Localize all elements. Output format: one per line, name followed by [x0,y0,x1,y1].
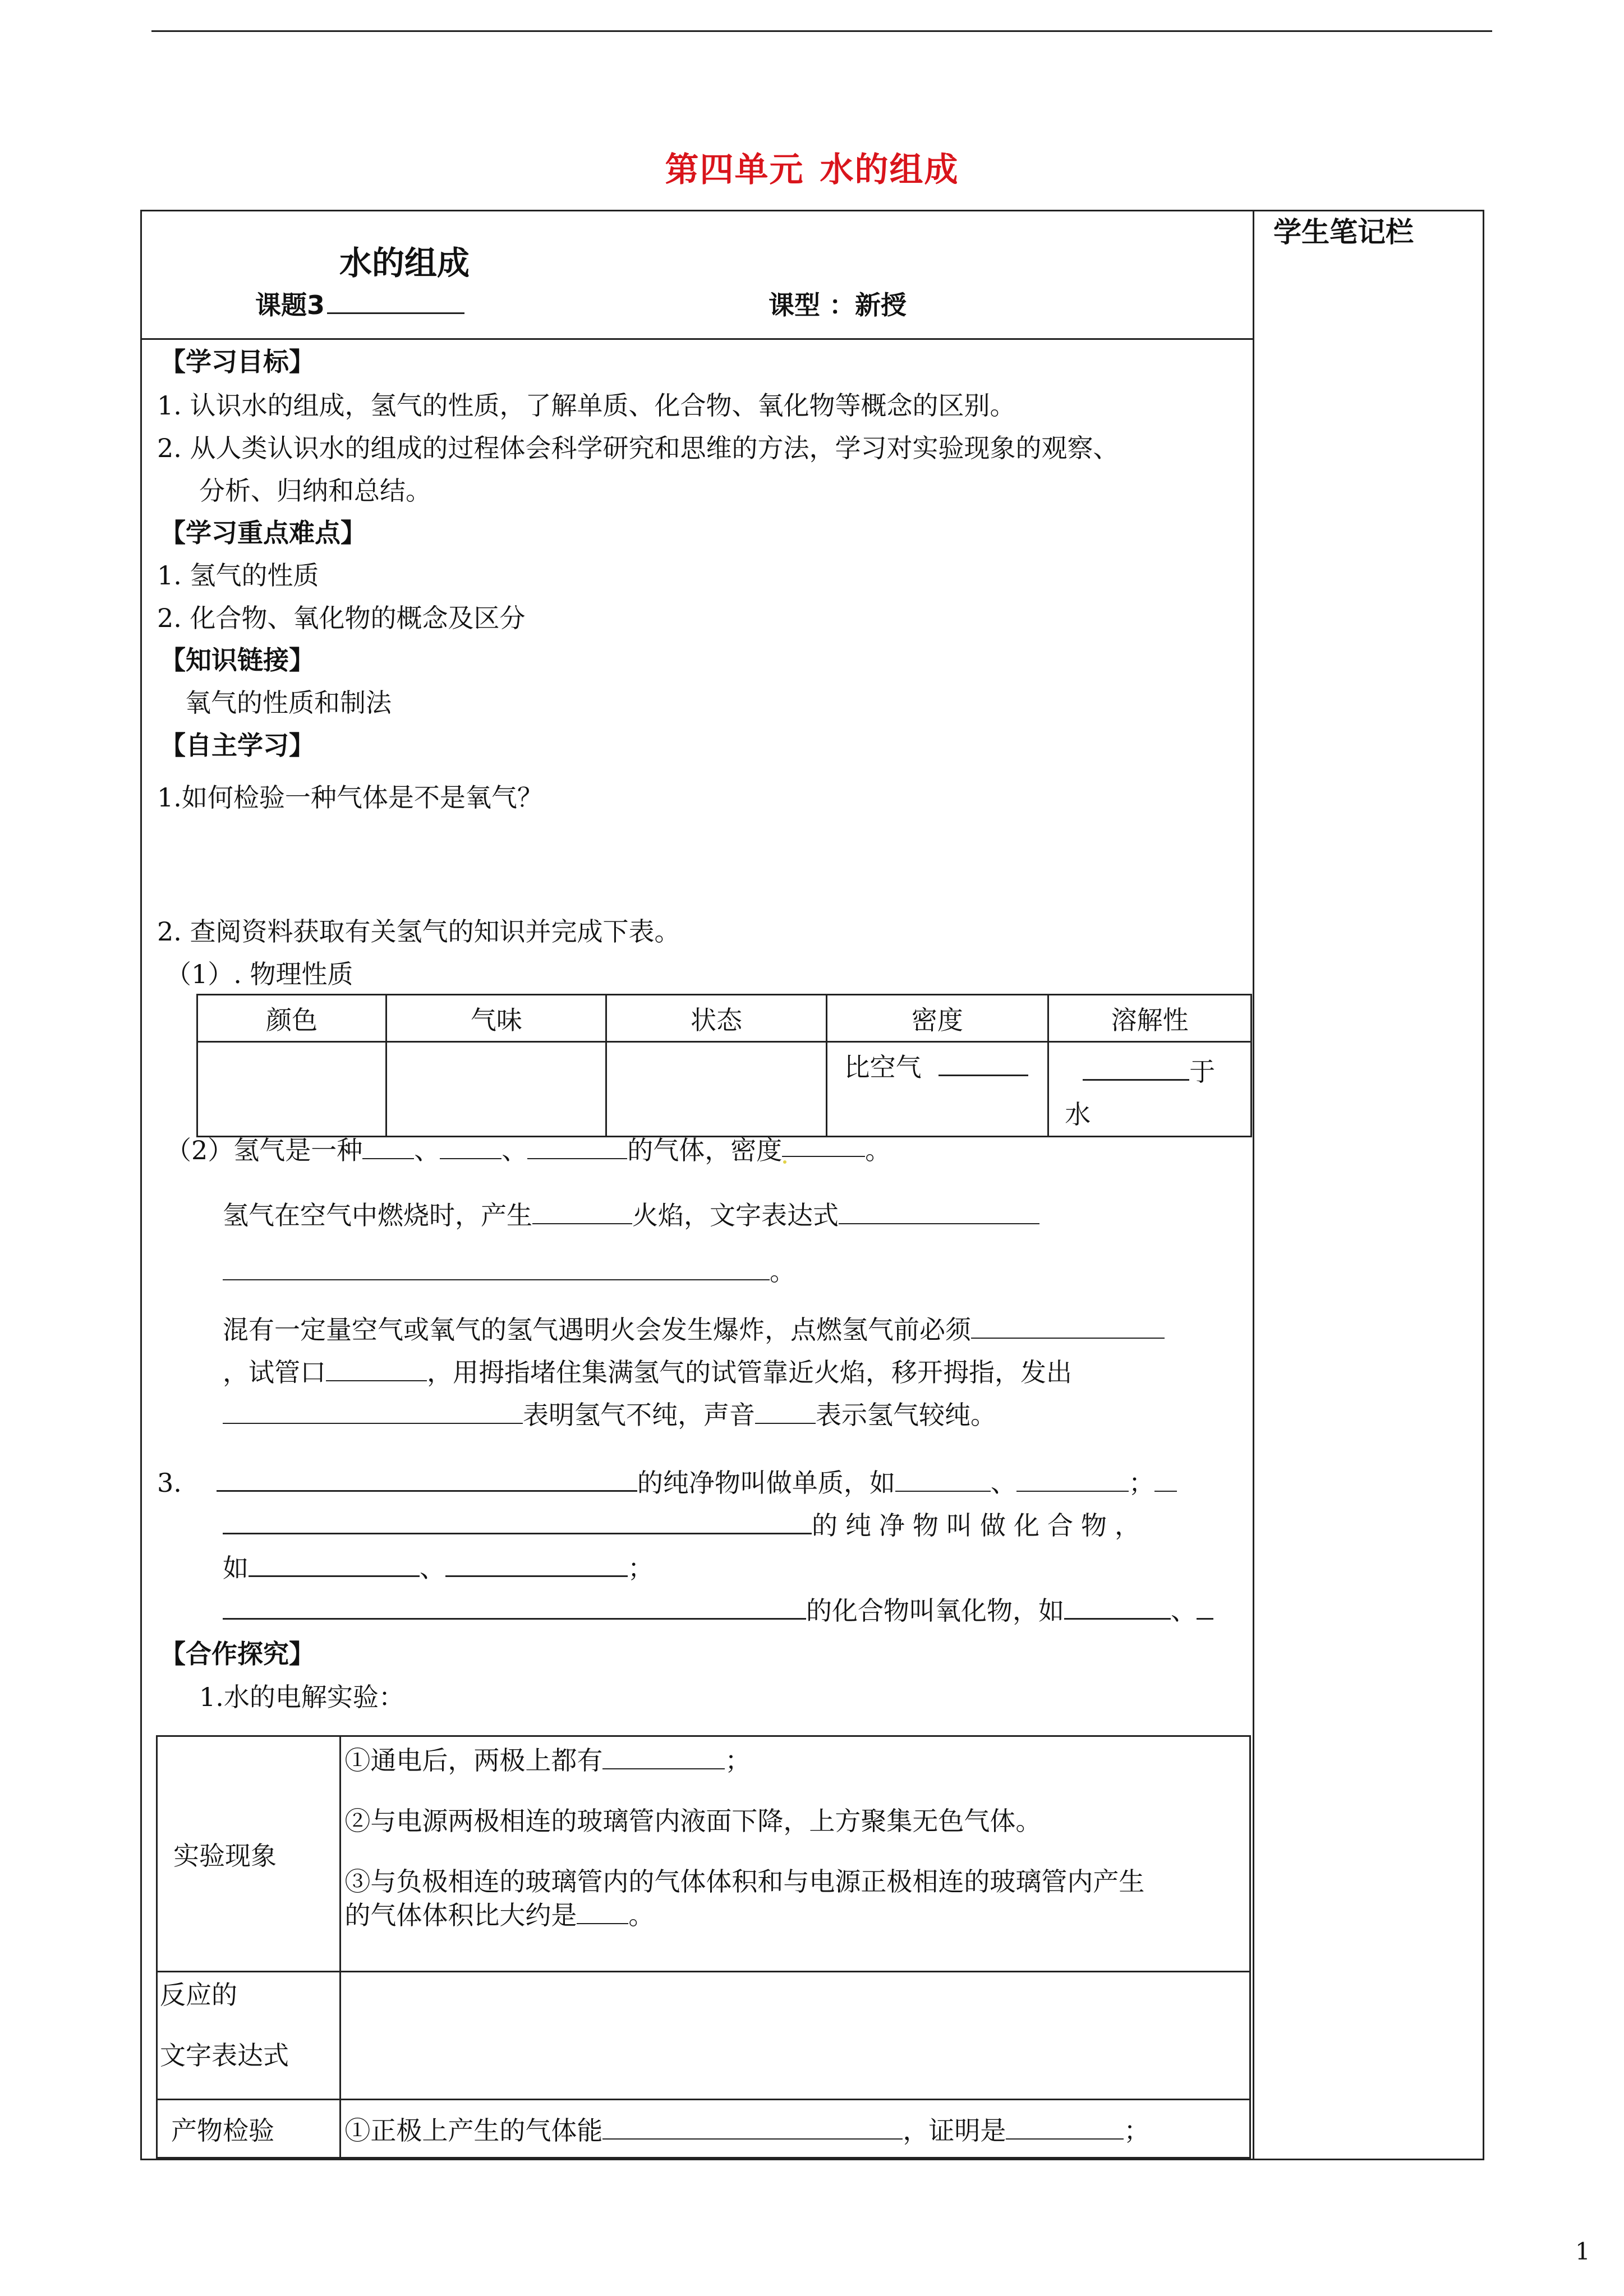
color-cell [197,1042,387,1137]
state-cell [606,1042,826,1137]
solubility-cell: 于 水 [1048,1042,1252,1137]
density-cell: 比空气 [826,1042,1048,1137]
page-title [0,143,1624,191]
header-rule [151,30,1492,32]
objective-item: 2. 从人类认识水的组成的过程体会科学研究和思维的方法，学习对实验现象的观察、 [157,433,1119,463]
links-heading: 【知识链接】 [160,645,315,675]
title-unit: 第四单元 [665,150,804,190]
question-3-line4: 的化合物叫氧化物，如 、 [223,1594,1213,1628]
hydrogen-burning-expression: 。 [223,1255,795,1288]
question-3-line3: 如 、 ； [223,1553,654,1583]
table-header: 溶解性 [1048,995,1252,1042]
electrolysis-label: 1.水的电解实验： [199,1682,404,1712]
page-number: 1 [1575,2238,1590,2265]
notes-divider [1253,210,1254,2160]
links-text: 氧气的性质和制法 [185,688,392,718]
purity-check-line1: 混有一定量空气或氧气的氢气遇明火会发生爆炸，点燃氢气前必须 [223,1313,1165,1347]
table-header: 气味 [387,995,606,1042]
question-2: 2. 查阅资料获取有关氢气的知识并完成下表。 [157,916,680,947]
objectives-heading: 【学习目标】 [160,347,315,377]
observations-label: 实验现象 [157,1736,341,1972]
hydrogen-description: （2）氢气是一种 、 、 的气体，密度 。 [165,1133,891,1167]
observations-cell: ①通电后，两极上都有 ； ②与电源两极相连的玻璃管内液面下降，上方聚集无色气体。 ③与负极相连的玻璃管内的气体体积和与电源正极相连的玻璃管内产生 的气体体积比大约是 。 [341,1736,1250,1972]
product-check-cell: ①正极上产生的气体能 ，证明是 ； [341,2100,1250,2158]
electrolysis-table [156,1735,1251,2159]
keypoints-heading: 【学习重点难点】 [160,518,366,548]
notes-column-label: 学生笔记栏 [1273,216,1414,248]
header-divider [140,338,1254,340]
question-3-line2: 的纯净物叫做化合物， [223,1509,1148,1542]
lesson-number: 课题3 [255,288,464,322]
keypoint-item: 2. 化合物、氧化物的概念及区分 [157,603,526,633]
table-header: 密度 [826,995,1048,1042]
table-header: 颜色 [197,995,387,1042]
physical-properties-label: （1）. 物理性质 [165,959,353,989]
cooperative-heading: 【合作探究】 [160,1639,315,1669]
odor-cell [387,1042,606,1137]
title-topic: 水的组成 [820,150,959,190]
objective-item: 1. 认识水的组成，氢气的性质，了解单质、化合物、氧化物等概念的区别。 [157,390,1016,421]
selfstudy-heading: 【自主学习】 [160,730,315,760]
purity-check-line3: 表明氢气不纯，声音 表示氢气较纯。 [223,1398,996,1432]
lesson-type: 课型 ：新授 [769,290,907,320]
hydrogen-burning: 氢气在空气中燃烧时，产生 火焰，文字表达式 [223,1198,1039,1232]
physical-properties-table [196,994,1252,1137]
purity-check-line2: ，试管口 ，用拇指堵住集满氢气的试管靠近火焰，移开拇指，发出 [223,1357,1072,1387]
objective-item: 分析、归纳和总结。 [199,476,431,506]
keypoint-item: 1. 氢气的性质 [157,560,319,591]
reaction-expression-cell [341,1972,1250,2100]
lesson-title: 水的组成 [339,244,470,282]
reaction-label: 反应的 文字表达式 [157,1972,341,2100]
question-3-line1: 3. 的纯净物叫做单质，如 、 ； [157,1466,1177,1500]
table-header: 状态 [606,995,826,1042]
product-check-label: 产物检验 [157,2100,341,2158]
question-1: 1.如何检验一种气体是不是氧气？ [157,782,543,813]
